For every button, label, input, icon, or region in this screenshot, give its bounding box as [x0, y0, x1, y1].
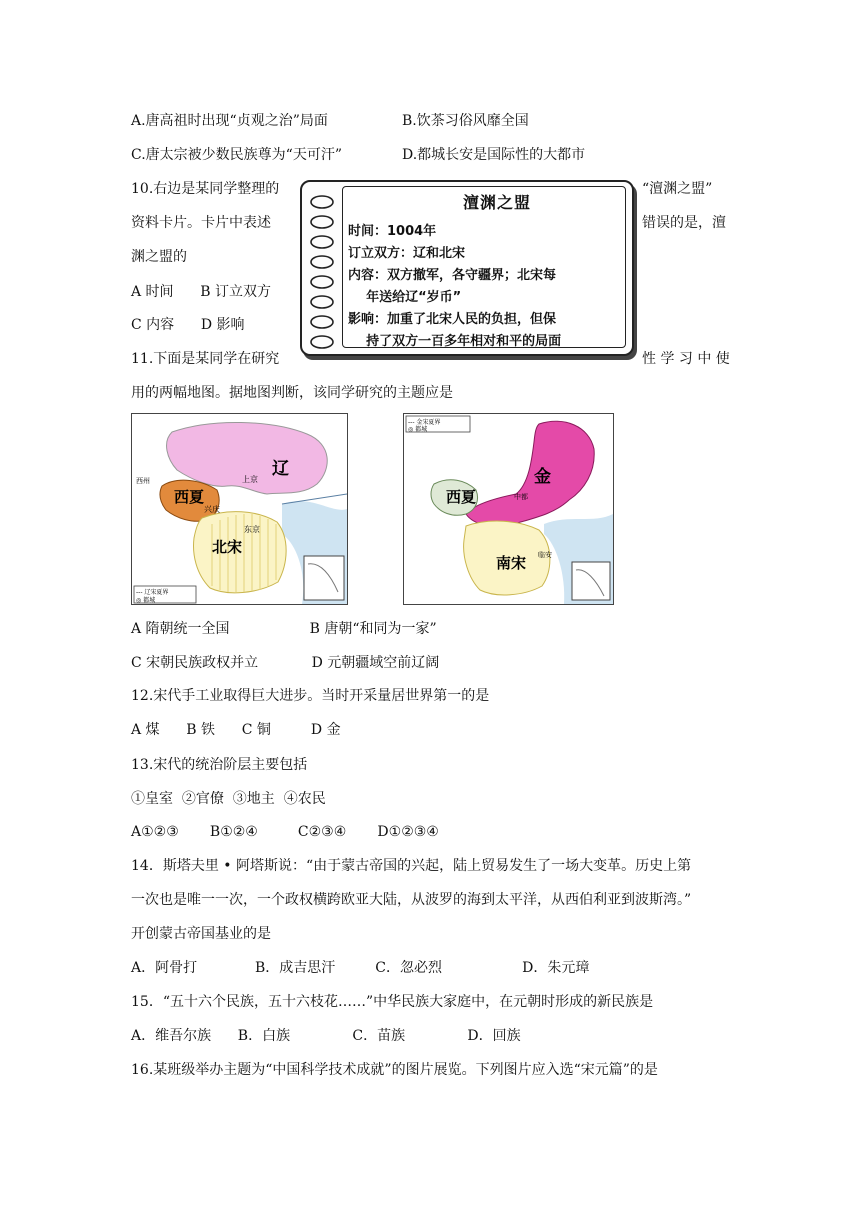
chanyuan-treaty-card: [300, 180, 634, 356]
q10-options-ab: A 时间 B 订立双方: [131, 284, 271, 300]
map2-label-xixia: 西夏: [446, 488, 477, 506]
q15-stem: 15．“五十六个民族，五十六枝花……”中华民族大家庭中，在元朝时形成的新民族是: [131, 994, 654, 1010]
map1-label-liao: 辽: [272, 459, 289, 479]
q10-stem-line1-left: 10.右边是某同学整理的: [131, 181, 280, 197]
map1-label-xizhou: 西州: [136, 477, 150, 485]
map2-label-linan: 临安: [538, 551, 552, 559]
card-parties: 订立双方：辽和北宋: [348, 246, 466, 261]
card-time: 时间：1004年: [348, 224, 437, 239]
q9-option-d: D.都城长安是国际性的大都市: [402, 147, 586, 163]
q13-options: A①②③ B①②④ C②③④ D①②③④: [131, 824, 439, 840]
map2-label-jin: 金: [534, 467, 551, 487]
map2-label-zhongdu: 中都: [514, 493, 528, 501]
map1-legend-border: --- 辽宋夏界: [136, 589, 169, 596]
card-impact-line2: 持了双方一百多年相对和平的局面: [348, 334, 562, 349]
map1-label-xingqing: 兴庆: [204, 505, 220, 514]
map1-label-xixia: 西夏: [174, 488, 205, 506]
q11-stem-line1-right: 性 学 习 中 使: [642, 351, 730, 367]
q10-stem-line3: 渊之盟的: [131, 249, 187, 265]
q13-items: ①皇室 ②官僚 ③地主 ④农民: [131, 791, 326, 807]
map1-label-shangjing: 上京: [242, 475, 258, 484]
q10-stem-line1-right: “澶渊之盟”: [642, 181, 713, 197]
card-content-line2: 年送给辽“岁币”: [348, 290, 462, 305]
q11-options-cd: C 宋朝民族政权并立 D 元朝疆域空前辽阔: [131, 655, 440, 671]
q14-options: A．阿骨打 B．成吉思汗 C．忽必烈 D．朱元璋: [131, 960, 590, 976]
map1-legend-capital: ◎ 都城: [136, 597, 156, 604]
q10-options-cd: C 内容 D 影响: [131, 317, 245, 333]
q11-options-ab: A 隋朝统一全国 B 唐朝“和同为一家”: [131, 621, 437, 637]
map2-legend-capital: ◎ 都城: [408, 426, 428, 433]
q16-stem: 16.某班级举办主题为“中国科学技术成就”的图片展览。下列图片应入选“宋元篇”的是: [131, 1062, 658, 1078]
q9-option-c: C.唐太宗被少数民族尊为“天可汗”: [131, 147, 342, 163]
q9-option-a: A.唐高祖时出现“贞观之治”局面: [131, 113, 328, 129]
map1-label-dongjing: 东京: [244, 525, 260, 534]
q11-stem-line1-left: 11.下面是某同学在研究: [131, 351, 280, 367]
map-northern-song: [131, 413, 348, 605]
q14-stem-line3: 开创蒙古帝国基业的是: [131, 926, 271, 942]
card-title: 澶渊之盟: [462, 193, 531, 212]
q9-option-b: B.饮茶习俗风靡全国: [402, 113, 529, 129]
card-impact-line1: 影响：加重了北宋人民的负担，但保: [348, 312, 557, 327]
q14-stem-line1: 14．斯塔夫里 • 阿塔斯说：“由于蒙古帝国的兴起，陆上贸易发生了一场大变革。历史上第: [131, 858, 692, 874]
map2-legend-border: --- 金宋夏界: [408, 419, 441, 426]
q10-stem-line2-right: 错误的是，澶: [642, 215, 726, 231]
map2-label-nansong: 南宋: [496, 554, 527, 572]
map-southern-song: [403, 413, 614, 605]
q10-stem-line2-left: 资料卡片。卡片中表述: [131, 215, 271, 231]
card-content-line1: 内容：双方撤军，各守疆界；北宋每: [348, 268, 557, 283]
map1-label-beisong: 北宋: [212, 538, 243, 556]
q12-options: A 煤 B 铁 C 铜 D 金: [131, 722, 341, 738]
q13-stem: 13.宋代的统治阶层主要包括: [131, 757, 308, 773]
q14-stem-line2: 一次也是唯一一次，一个政权横跨欧亚大陆，从波罗的海到太平洋，从西伯利亚到波斯湾。”: [131, 892, 692, 908]
q12-stem: 12.宋代手工业取得巨大进步。当时开采量居世界第一的是: [131, 688, 490, 704]
q11-stem-line2: 用的两幅地图。据地图判断，该同学研究的主题应是: [131, 385, 453, 401]
q15-options: A．维吾尔族 B．白族 C．苗族 D．回族: [131, 1028, 521, 1044]
